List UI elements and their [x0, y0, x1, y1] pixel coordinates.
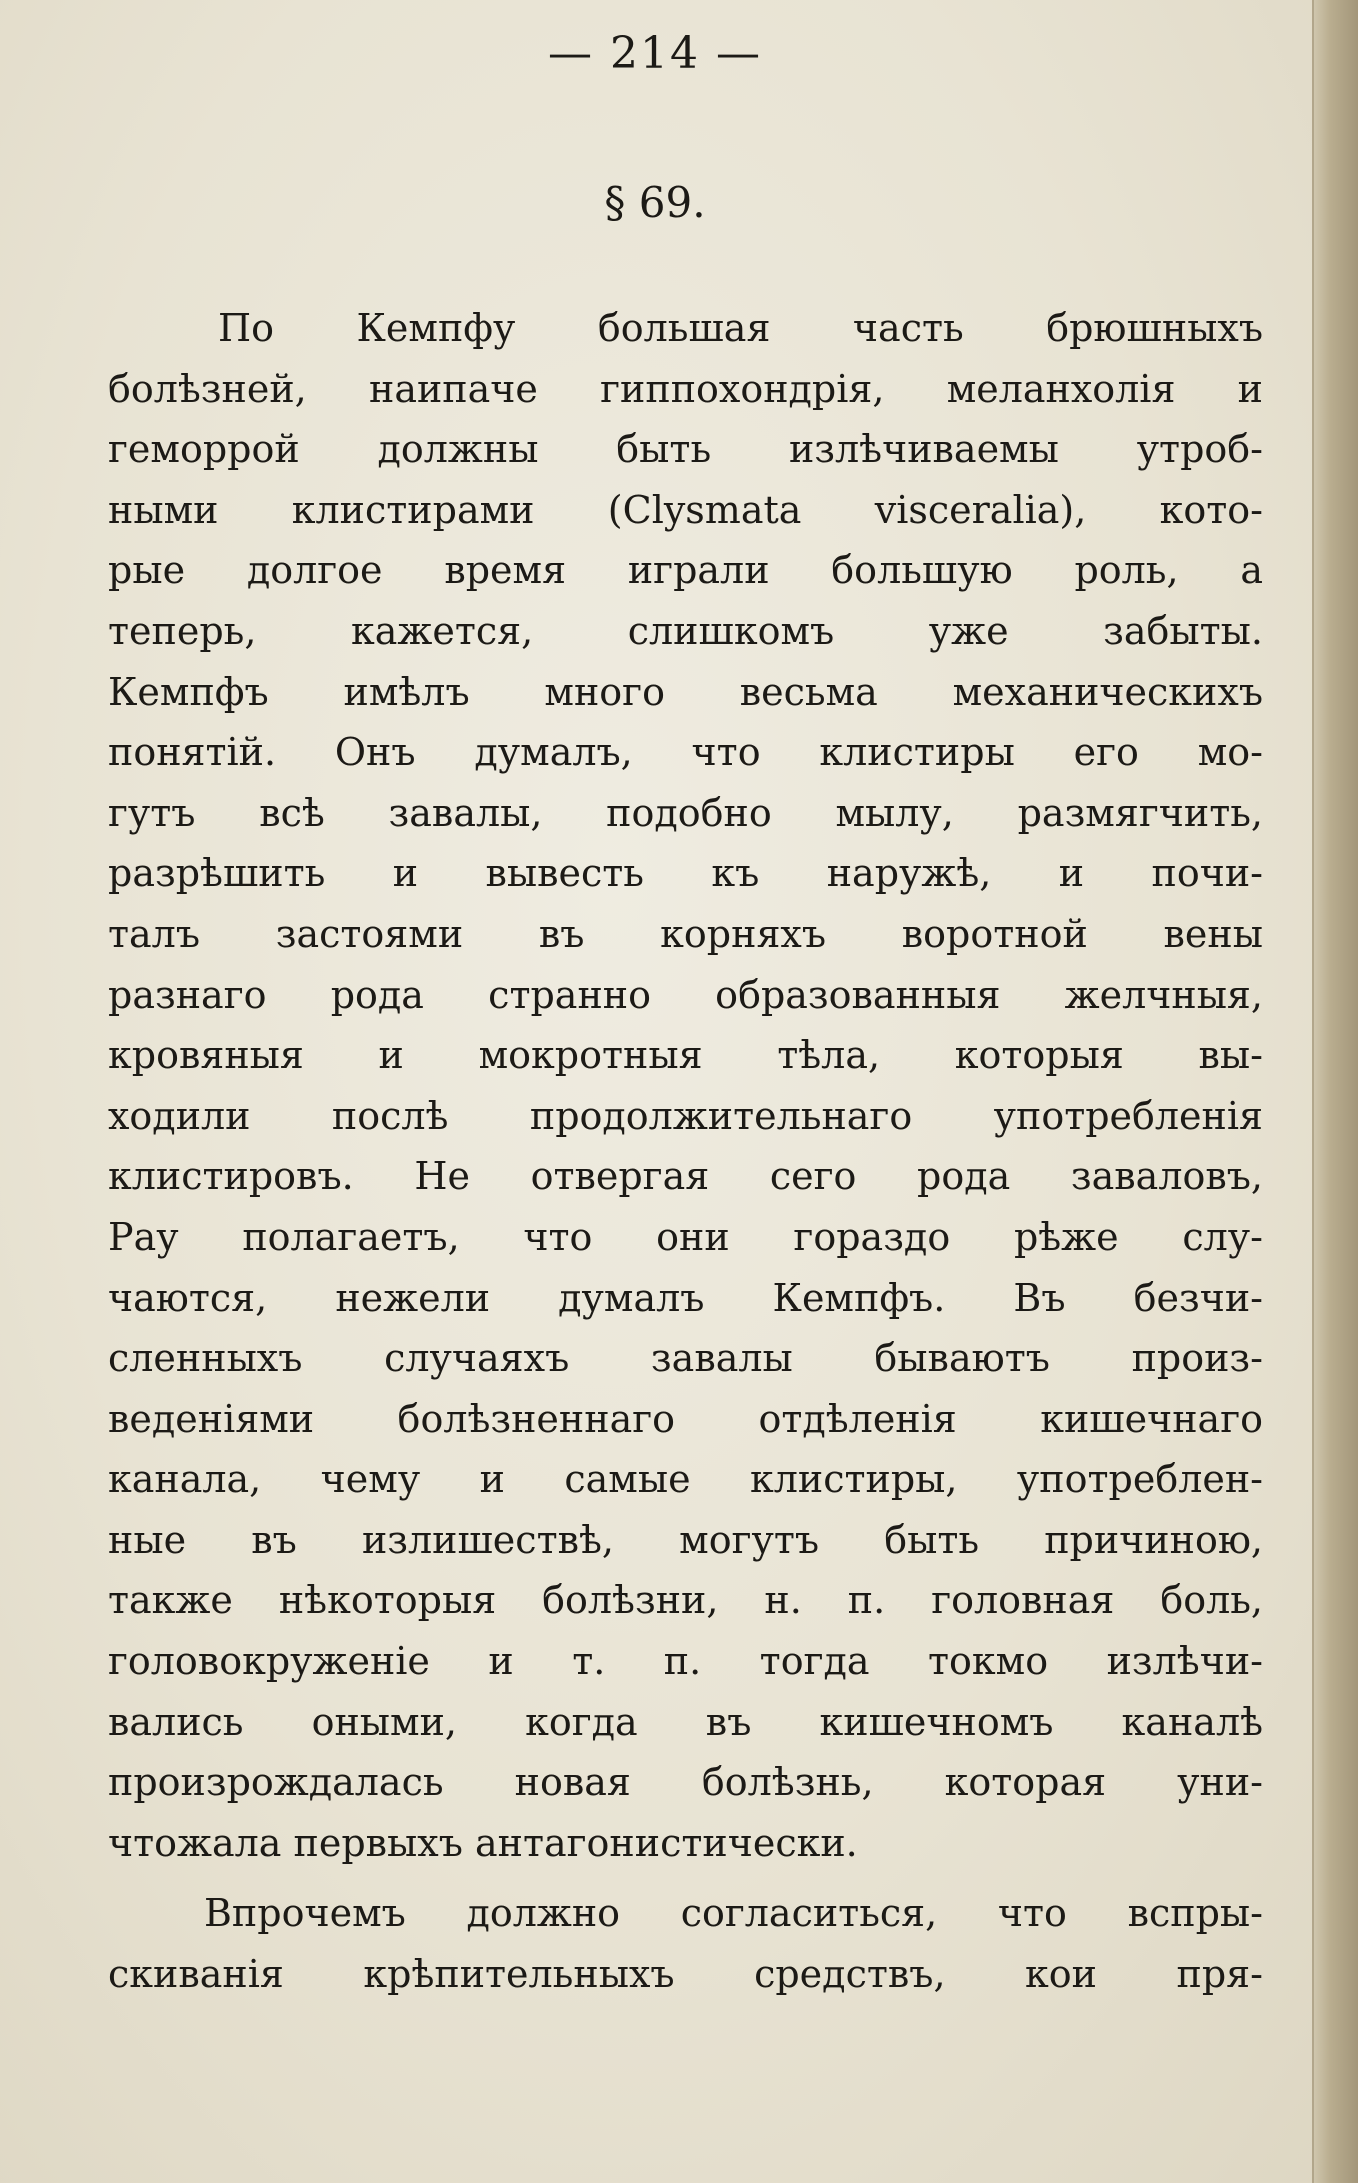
- text-line: болѣзней, наипаче гиппохондрія, меланхолія и: [108, 366, 1263, 411]
- page-number-header: — 214 —: [548, 28, 762, 79]
- text-line: клистировъ. Не отвергая сего рода заваловъ,: [108, 1154, 1263, 1199]
- text-line: вались оными, когда въ кишечномъ каналѣ: [108, 1699, 1263, 1744]
- text-line: гутъ всѣ завалы, подобно мылу, размягчить,: [108, 790, 1263, 835]
- page-edge-shadow: [1312, 0, 1358, 2183]
- text-line: чтожала первыхъ антагонистически.: [108, 1820, 858, 1865]
- text-line: веденіями болѣзненнаго отдѣленія кишечнаго: [108, 1396, 1263, 1441]
- text-line: понятій. Онъ думалъ, что клистиры его мо-: [108, 730, 1263, 775]
- text-line: также нѣкоторыя болѣзни, н. п. головная боль,: [108, 1578, 1263, 1623]
- text-line: теперь, кажется, слишкомъ уже забыты.: [108, 608, 1263, 653]
- text-line: кровяныя и мокротныя тѣла, которыя вы-: [108, 1033, 1263, 1078]
- text-line: Кемпфъ имѣлъ много весьма механическихъ: [108, 669, 1263, 714]
- text-line: чаются, нежели думалъ Кемпфъ. Въ безчи-: [108, 1275, 1263, 1320]
- text-line: ходили послѣ продолжительнаго употребленія: [108, 1093, 1263, 1138]
- body-text: [108, 298, 1263, 2005]
- text-line: По Кемпфу большая часть брюшныхъ: [218, 306, 1263, 350]
- text-line: канала, чему и самые клистиры, употреблен-: [108, 1457, 1263, 1502]
- text-line: произрождалась новая болѣзнь, которая уни-: [108, 1760, 1263, 1805]
- page-edge-line: [1312, 0, 1314, 2183]
- text-line: геморрой должны быть излѣчиваемы утроб-: [108, 427, 1263, 472]
- section-heading: § 69.: [604, 178, 706, 227]
- text-line: ными клистирами (Clysmata visceralia), кото-: [108, 487, 1263, 532]
- text-line: Впрочемъ должно согласиться, что вспры-: [204, 1891, 1263, 1936]
- text-line: ные въ излишествѣ, могутъ быть причиною,: [108, 1517, 1263, 1562]
- text-line: Рау полагаетъ, что они гораздо рѣже слу-: [108, 1214, 1263, 1259]
- text-line: скиванія крѣпительныхъ средствъ, кои пря-: [108, 1952, 1263, 1997]
- text-line: талъ застоями въ корняхъ воротной вены: [108, 911, 1263, 956]
- text-line: разрѣшить и вывесть къ наружѣ, и почи-: [108, 851, 1263, 896]
- paragraph-gap: [108, 1873, 1263, 1883]
- text-line: рые долгое время играли большую роль, а: [108, 548, 1263, 593]
- text-line: разнаго рода странно образованныя желчныя,: [108, 972, 1263, 1017]
- text-line: головокруженіе и т. п. тогда токмо излѣчи-: [108, 1639, 1263, 1684]
- text-line: сленныхъ случаяхъ завалы бываютъ произ-: [108, 1336, 1263, 1381]
